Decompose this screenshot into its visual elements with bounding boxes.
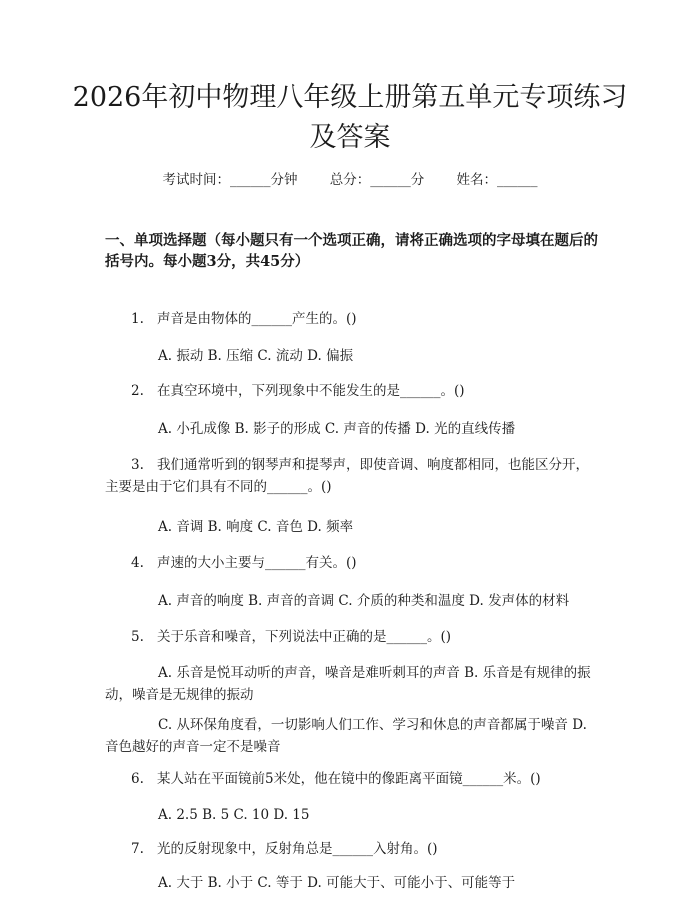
total-score: 总分：______分 <box>329 172 425 188</box>
question-4-options: A. 声音的响度 B. 声音的音调 C. 介质的种类和温度 D. 发声体的材料 <box>158 593 570 609</box>
question-text: 声速的大小主要与______有关。() <box>157 555 357 571</box>
question-text: 关于乐音和噪音，下列说法中正确的是______。() <box>157 629 452 645</box>
question-5 <box>105 626 600 648</box>
question-text: 我们通常听到的钢琴声和提琴声，即使音调、响度都相同，也能区分开，主要是由于它们具有不同的______。() <box>105 457 589 495</box>
question-7 <box>105 838 600 860</box>
question-number: 5. <box>131 629 144 645</box>
question-number: 7. <box>131 841 144 857</box>
question-number: 6. <box>131 771 144 787</box>
question-2-options: A. 小孔成像 B. 影子的形成 C. 声音的传播 D. 光的直线传播 <box>158 421 516 437</box>
question-number: 3. <box>131 457 144 473</box>
question-3-options: A. 音调 B. 响度 C. 音色 D. 频率 <box>158 519 354 535</box>
question-1-options: A. 振动 B. 压缩 C. 流动 D. 偏振 <box>158 348 354 364</box>
page-title: 2026年初中物理八年级上册第五单元专项练习及答案 <box>72 82 628 153</box>
question-text: 声音是由物体的______产生的。() <box>157 311 357 327</box>
question-5-options-ab: A. 乐音是悦耳动听的声音，噪音是难听刺耳的声音 B. 乐音是有规律的振动，噪音是无规律的振动 <box>105 665 591 703</box>
question-text: 光的反射现象中，反射角总是______入射角。() <box>157 841 438 857</box>
question-text: 某人站在平面镜前5米处，他在镜中的像距离平面镜______米。() <box>157 771 541 787</box>
exam-meta <box>0 170 700 190</box>
question-number: 2. <box>131 383 144 399</box>
question-4 <box>105 552 600 574</box>
section-heading: 一、单项选择题（每小题只有一个选项正确，请将正确选项的字母填在题后的括号内。每小题3分，共45分） <box>105 232 598 270</box>
question-2 <box>105 380 600 402</box>
question-text: 在真空环境中，下列现象中不能发生的是______。() <box>157 383 465 399</box>
question-6 <box>105 768 600 790</box>
question-1 <box>105 308 600 330</box>
student-name: 姓名：______ <box>456 172 538 188</box>
question-number: 1. <box>131 311 144 327</box>
question-number: 4. <box>131 555 144 571</box>
question-3 <box>105 454 600 498</box>
question-5-options-cd: C. 从环保角度看，一切影响人们工作、学习和休息的声音都属于噪音 D. 音色越好的声音一定不是噪音 <box>105 717 587 755</box>
question-7-options: A. 大于 B. 小于 C. 等于 D. 可能大于、可能小于、可能等于 <box>158 875 516 891</box>
question-6-options: A. 2.5 B. 5 C. 10 D. 15 <box>158 807 310 823</box>
exam-time: 考试时间：______分钟 <box>162 172 298 188</box>
